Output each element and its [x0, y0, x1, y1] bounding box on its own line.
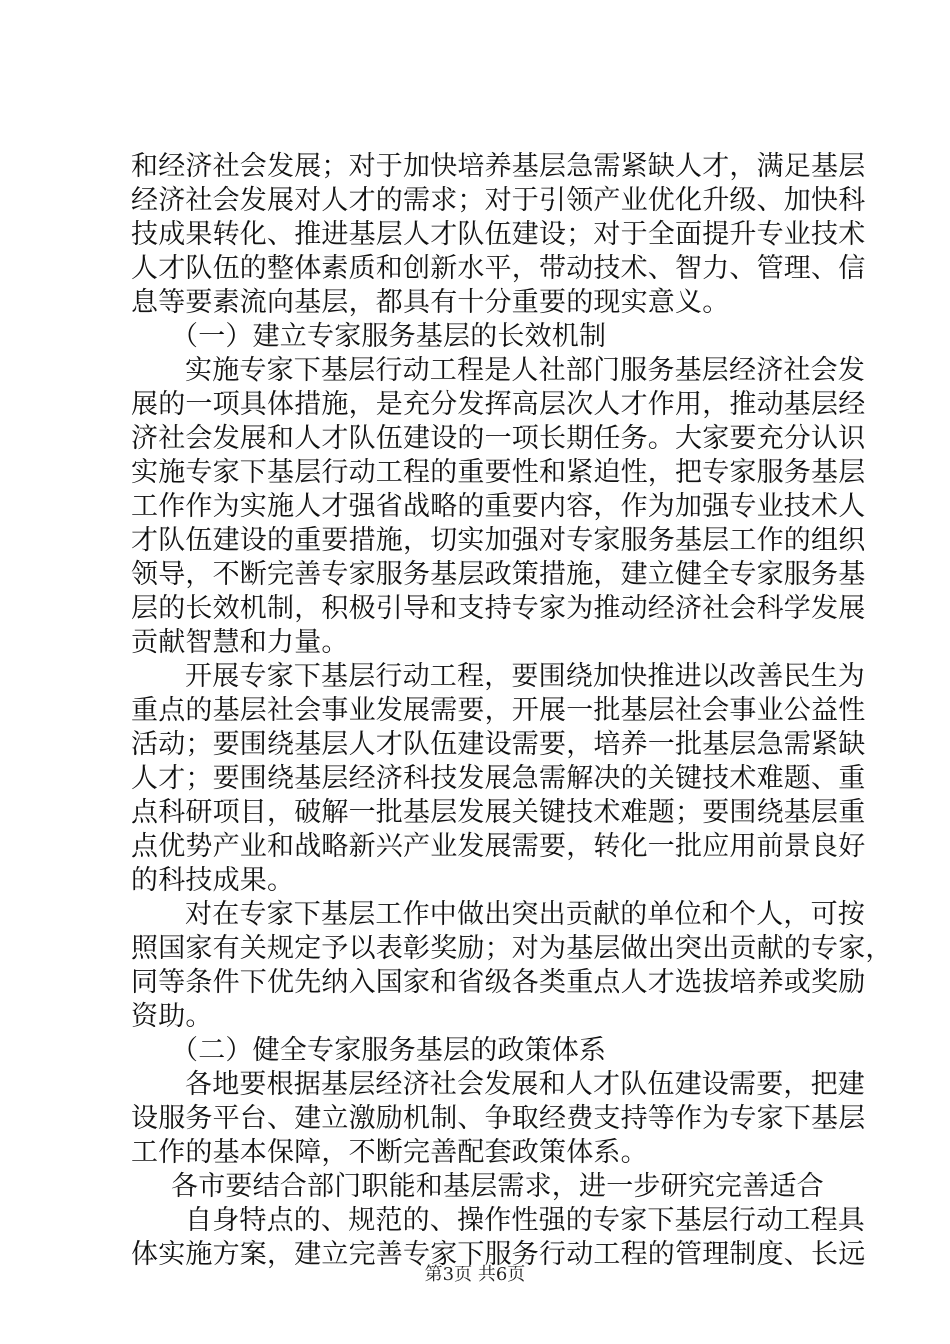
paragraph-line: 活动；要围绕基层人才队伍建设需要，培养一批基层急需紧缺 [131, 729, 866, 760]
paragraph-line: 点科研项目，破解一批基层发展关键技术难题；要围绕基层重 [131, 797, 866, 828]
paragraph-line: 自身特点的、规范的、操作性强的专家下基层行动工程具 [185, 1205, 865, 1236]
paragraph-line: 经济社会发展对人才的需求；对于引领产业优化升级、加快科 [131, 185, 866, 216]
section-heading-line: （二）健全专家服务基层的政策体系 [171, 1035, 607, 1066]
page-footer: 第3页 共6页 [424, 1264, 526, 1285]
paragraph-line: 体实施方案，建立完善专家下服务行动工程的管理制度、长远 [131, 1239, 866, 1270]
paragraph-line: 同等条件下优先纳入国家和省级各类重点人才选拔培养或奖励 [131, 967, 866, 998]
section-heading-line: 各市要结合部门职能和基层需求，进一步研究完善适合 [171, 1171, 824, 1202]
paragraph-line: 和经济社会发展；对于加快培养基层急需紧缺人才，满足基层 [131, 151, 866, 182]
paragraph-line: 重点的基层社会事业发展需要，开展一批基层社会事业公益性 [131, 695, 866, 726]
paragraph-line: 济社会发展和人才队伍建设的一项长期任务。大家要充分认识 [131, 423, 866, 454]
paragraph-line: 技成果转化、推进基层人才队伍建设；对于全面提升专业技术 [131, 219, 866, 250]
paragraph-line: 工作作为实施人才强省战略的重要内容，作为加强专业技术人 [131, 491, 866, 522]
paragraph-line: 对在专家下基层工作中做出突出贡献的单位和个人，可按 [185, 899, 865, 930]
paragraph-line: 的科技成果。 [131, 865, 295, 896]
paragraph-line: 开展专家下基层行动工程，要围绕加快推进以改善民生为 [185, 661, 865, 692]
paragraph-line: 领导，不断完善专家服务基层政策措施，建立健全专家服务基 [131, 559, 866, 590]
paragraph-line: 实施专家下基层行动工程是人社部门服务基层经济社会发 [185, 355, 865, 386]
paragraph-line: 实施专家下基层行动工程的重要性和紧迫性，把专家服务基层 [131, 457, 866, 488]
paragraph-line: 人才；要围绕基层经济科技发展急需解决的关键技术难题、重 [131, 763, 866, 794]
paragraph-line: 展的一项具体措施，是充分发挥高层次人才作用，推动基层经 [131, 389, 866, 420]
paragraph-line: 人才队伍的整体素质和创新水平，带动技术、智力、管理、信 [131, 253, 866, 284]
section-heading-line: （一）建立专家服务基层的长效机制 [171, 321, 607, 352]
paragraph-line: 各地要根据基层经济社会发展和人才队伍建设需要，把建 [185, 1069, 865, 1100]
paragraph-line: 设服务平台、建立激励机制、争取经费支持等作为专家下基层 [131, 1103, 866, 1134]
paragraph-line: 层的长效机制，积极引导和支持专家为推动经济社会科学发展 [131, 593, 866, 624]
paragraph-line: 贡献智慧和力量。 [131, 627, 349, 658]
paragraph-line: 资助。 [131, 1001, 213, 1032]
body-text [131, 150, 893, 1272]
paragraph-line: 息等要素流向基层，都具有十分重要的现实意义。 [131, 287, 730, 318]
paragraph-line: 工作的基本保障，不断完善配套政策体系。 [131, 1137, 648, 1168]
paragraph-line: 才队伍建设的重要措施，切实加强对专家服务基层工作的组织 [131, 525, 866, 556]
paragraph-line: 照国家有关规定予以表彰奖励；对为基层做出突出贡献的专家， [131, 933, 893, 964]
paragraph-line: 点优势产业和战略新兴产业发展需要，转化一批应用前景良好 [131, 831, 866, 862]
